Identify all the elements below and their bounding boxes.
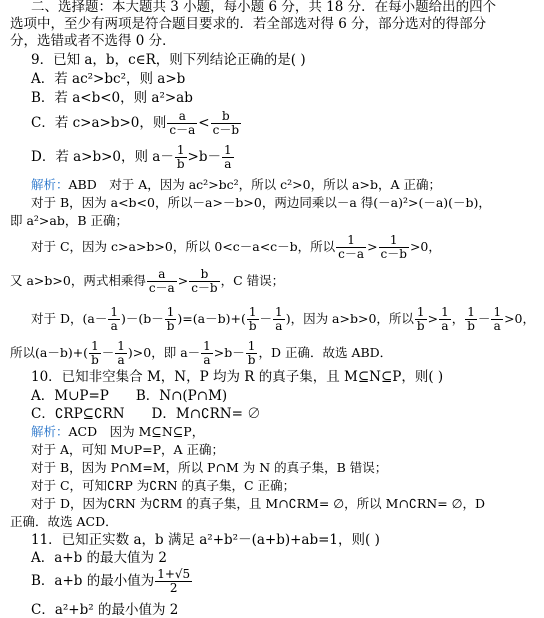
q9-solution-6: 对于 D，(a－ $\frac{1}{a}$ )－(b－ $\frac{1}{b}$ )=(a－b)+( $\frac{1}{b}$ － $\frac{1}{a}$ )，因为 a>b>0，所以 $\frac{1}{b}$ > $\frac{1}{a}$ ， $\frac{1}{b}$ － $\frac{1}{a}$ >0， (31, 305, 536, 333)
q10-solution-6: 正确．故选 ACD． (10, 514, 118, 529)
q9-solution-5: 又 a>b>0，两式相乘得 $\frac{a}{c-a}$ > $\frac{b}{c-b}$ ，C 错误； (10, 267, 285, 295)
q10-solution-4: 对于 C，可知∁RP 为∁RN 的真子集，C 正确； (31, 478, 296, 493)
q10-solution-2: 对于 A，可知 M∪P=P，A 正确； (31, 442, 225, 457)
q11-option-b: B．a+b 的最小值为 $\frac{1+√5}{2}$ (31, 567, 191, 595)
q9-c-text: C．若 c>a>b>0，则 (31, 115, 167, 131)
fraction: $\frac{1}{a}$ (224, 143, 232, 171)
q9-option-d: D．若 a>b>0，则 a－ $\frac{1}{b}$ >b－ $\frac{1}{a}$ (31, 143, 232, 171)
q10-solution-3: 对于 B，因为 P∩M=M，所以 P∩M 为 N 的真子集，B 错误； (31, 460, 388, 475)
q11-option-a: A．a+b 的最大值为 2 (31, 550, 167, 566)
fraction: $\frac{a}{c-a}$ (169, 109, 196, 137)
fraction: $\frac{1}{b}$ (247, 339, 256, 367)
q9-solution-1: 解析：ABD 对于 A，因为 ac²>bc²，所以 c²>0，所以 a>b，A 正确； (31, 177, 441, 192)
section-line-1: 二、选择题：本大题共 3 小题，每小题 6 分，共 18 分．在每小题给出的四个 (31, 0, 497, 15)
fraction: $\frac{a}{c-a}$ (148, 267, 175, 295)
q9-solution-3: 即 a²>ab，B 正确； (10, 213, 129, 228)
q10-options-ab: A．M∪P=P B．N∩(P∩M) (31, 388, 228, 404)
fraction: $\frac{1}{a}$ (117, 339, 125, 367)
solution-label: 解析： (31, 177, 69, 192)
fraction: $\frac{1}{a}$ (275, 305, 283, 333)
q9-solution-7: 所以(a－b)+( $\frac{1}{b}$ － $\frac{1}{a}$ )>0，即 a－ $\frac{1}{a}$ >b－ $\frac{1}{b}$ ，D 正确．故选 ABD． (10, 339, 393, 367)
section-line-3: 分，选错或者不选得 0 分． (10, 33, 176, 49)
section-line-2: 选项中，至少有两项是符合题目要求的．若全部选对得 6 分，部分选对的得部分 (10, 16, 487, 32)
fraction: $\frac{1}{a}$ (493, 305, 502, 333)
solution-label: 解析： (31, 424, 69, 439)
fraction: $\frac{1}{a}$ (203, 339, 211, 367)
q10-stem: 10．已知非空集合 M，N，P 均为 R 的真子集，且 M⊆N⊆P，则( ) (31, 369, 444, 385)
fraction: $\frac{1}{b}$ (467, 305, 475, 333)
q9-option-b: B．若 a<b<0，则 a²>ab (31, 90, 193, 106)
fraction: $\frac{1}{b}$ (416, 305, 425, 333)
fraction: $\frac{1}{b}$ (166, 305, 175, 333)
q11-stem: 11．已知正实数 a，b 满足 a²+b²－(a+b)+ab=1，则( ) (31, 532, 380, 548)
fraction: $\frac{1}{a}$ (441, 305, 449, 333)
fraction: $\frac{b}{c-b}$ (191, 267, 218, 295)
q9-stem: 9．已知 a，b，c∈R，则下列结论正确的是( ) (31, 52, 306, 68)
fraction: $\frac{1}{b}$ (176, 143, 185, 171)
q9-solution-2: 对于 B，因为 a<b<0，所以－a>－b>0，两边同乘以－a 得(－a)²>(－a)(－b)， (31, 195, 491, 210)
fraction: $\frac{1}{a}$ (110, 305, 118, 333)
fraction: $\frac{1}{b}$ (248, 305, 257, 333)
q10-options-cd: C．∁RP⊆∁RN D．M∩∁RN= ∅ (31, 406, 261, 422)
fraction: $\frac{1}{b}$ (91, 339, 99, 367)
fraction: $\frac{1}{c-a}$ (338, 233, 365, 261)
q11-option-c: C．a²+b² 的最小值为 2 (31, 602, 179, 618)
q9-option-a: A．若 ac²>bc²，则 a>b (31, 71, 186, 87)
fraction: $\frac{b}{c-b}$ (212, 109, 240, 137)
fraction: $\frac{1+√5}{2}$ (157, 567, 191, 595)
q10-solution-5: 对于 D，因为∁RN 为∁RM 的真子集，且 M∩∁RM= ∅，所以 M∩∁RN= ∅，D (31, 496, 486, 511)
q10-solution-1: 解析：ACD 因为 M⊆N⊆P， (31, 424, 205, 439)
q9-d-text: D．若 a>b>0，则 a－ (31, 149, 174, 165)
q9-solution-4: 对于 C，因为 c>a>b>0，所以 0<c－a<c－b，所以 $\frac{1}{c-a}$ > $\frac{1}{c-b}$ >0， (31, 233, 441, 261)
q9-option-c: C．若 c>a>b>0，则 $\frac{a}{c-a}$ < $\frac{b}{c-b}$ (31, 109, 240, 137)
fraction: $\frac{1}{c-b}$ (380, 233, 407, 261)
